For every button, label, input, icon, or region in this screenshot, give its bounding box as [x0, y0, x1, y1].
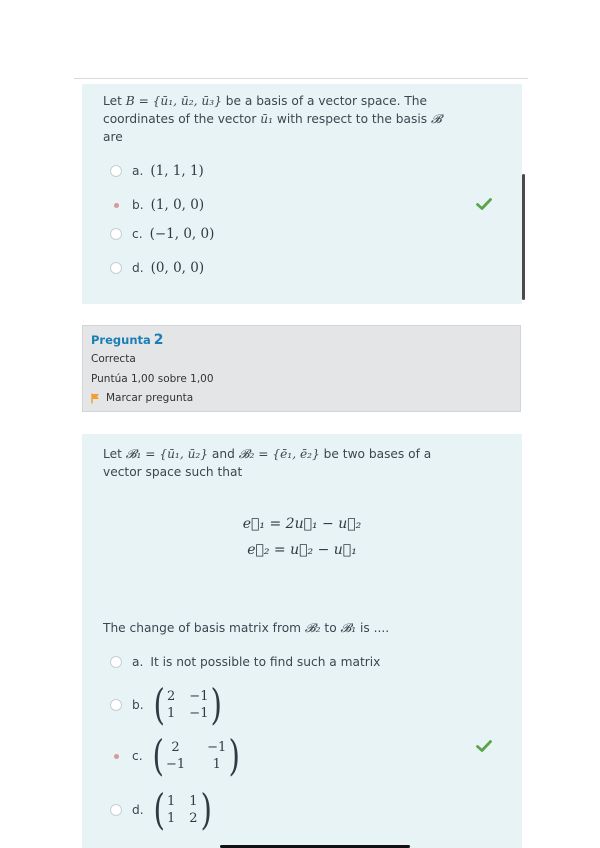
radio-button-selected[interactable] [110, 750, 122, 762]
option-label: a. [132, 164, 144, 178]
matrix-cell: −1 [189, 689, 209, 704]
equation-1: e⃗₁ = 2u⃗₁ − u⃗₂ [242, 516, 362, 532]
q1-text-part: coordinates of the vector [103, 112, 261, 126]
q1-text-part: be a basis of a vector space. The [221, 94, 428, 108]
flag-question-label: Marcar pregunta [106, 392, 194, 404]
q2-math-b2: 𝓑₂ [304, 621, 321, 635]
matrix-paren-right: ) [228, 731, 241, 780]
question-2-card [82, 434, 522, 848]
question-status: Correcta [91, 353, 136, 365]
q1-text-part: Let [103, 94, 126, 108]
radio-button[interactable] [110, 804, 122, 816]
q1-option-b[interactable] [110, 195, 204, 215]
matrix-paren-left: ( [153, 680, 165, 729]
question-score: Puntúa 1,00 sobre 1,00 [91, 373, 214, 385]
radio-button[interactable] [110, 262, 122, 274]
matrix-grid [167, 794, 198, 826]
matrix-grid [166, 740, 226, 772]
option-value: (1, 0, 0) [150, 197, 205, 213]
question-2-info [82, 325, 521, 412]
option-label: b. [132, 198, 144, 212]
q1-math-basis: B = {ū₁, ū₂, ū₃} [125, 94, 222, 108]
radio-button[interactable] [110, 165, 122, 177]
option-value: (1, 1, 1) [150, 163, 204, 179]
question-number [91, 332, 164, 348]
option-value: (−1, 0, 0) [149, 226, 215, 242]
matrix-paren-right: ) [200, 785, 212, 834]
q2-text-part: vector space such that [103, 465, 243, 479]
matrix-cell: 1 [212, 757, 221, 772]
q1-option-d[interactable] [110, 258, 204, 278]
q2-option-a[interactable] [110, 652, 380, 672]
q1-option-c[interactable] [110, 224, 214, 244]
matrix-cell: −1 [207, 740, 227, 755]
equation-2: e⃗₂ = u⃗₂ − u⃗₁ [247, 542, 357, 558]
option-label: d. [132, 261, 144, 275]
option-label: a. [132, 655, 144, 669]
matrix-b [151, 680, 225, 729]
change-of-basis-text [103, 619, 498, 637]
q1-text-part: are [103, 130, 123, 144]
radio-button-selected[interactable] [110, 199, 122, 211]
matrix-cell: −1 [189, 706, 209, 721]
flag-icon [91, 393, 100, 404]
q2-text-part: and [208, 447, 239, 461]
question-number-value: 2 [153, 332, 164, 348]
radio-button[interactable] [110, 699, 122, 711]
matrix-paren-right: ) [210, 680, 223, 729]
matrix-cell: 1 [167, 706, 176, 721]
matrix-cell: 1 [167, 811, 176, 826]
correct-check-icon [476, 198, 492, 210]
q2-math-b1: 𝓑₁ [340, 621, 357, 635]
top-divider [74, 78, 528, 79]
question-word: Pregunta [91, 333, 151, 347]
option-label: c. [132, 749, 143, 763]
option-label: d. [132, 803, 144, 817]
q2-math-basis-2: 𝓑₂ = {ē₁, ē₂} [238, 447, 320, 461]
question-1-card [82, 84, 522, 304]
q1-math-basis-symbol: 𝓑 [430, 112, 442, 126]
question-1-text [103, 92, 498, 146]
matrix-grid [167, 689, 208, 721]
q2-option-b[interactable] [110, 680, 225, 729]
matrix-cell: −1 [165, 757, 186, 772]
matrix-paren-left: ( [153, 785, 165, 834]
matrix-c [150, 731, 243, 780]
radio-button[interactable] [110, 656, 122, 668]
q1-math-vector: ū₁ [260, 112, 274, 126]
q2-text-part: is .... [356, 621, 390, 635]
option-label: b. [132, 698, 144, 712]
scrollbar[interactable] [522, 174, 525, 300]
q2-option-d[interactable] [110, 785, 214, 834]
q1-text-part: with respect to the basis [273, 112, 431, 126]
matrix-cell: 2 [171, 740, 180, 755]
q2-text-part: The change of basis matrix from [103, 621, 305, 635]
option-value: (0, 0, 0) [150, 260, 205, 276]
matrix-cell: 2 [167, 689, 176, 704]
option-label: c. [132, 227, 143, 241]
radio-button[interactable] [110, 228, 122, 240]
matrix-cell: 2 [189, 811, 198, 826]
q2-text-part: to [320, 621, 341, 635]
matrix-d [151, 785, 214, 834]
question-2-text [103, 445, 498, 481]
matrix-paren-left: ( [152, 731, 164, 780]
correct-check-icon [476, 740, 492, 752]
matrix-cell: 1 [189, 794, 198, 809]
matrix-cell: 1 [167, 794, 176, 809]
flag-question-link[interactable] [91, 392, 193, 404]
q1-option-a[interactable] [110, 161, 204, 181]
q2-text-part: be two bases of a [319, 447, 432, 461]
q2-option-c[interactable] [110, 731, 243, 780]
option-text: It is not possible to find such a matrix [150, 655, 381, 669]
q2-math-basis-1: 𝓑₁ = {ū₁, ū₂} [125, 447, 209, 461]
q2-text-part: Let [103, 447, 126, 461]
